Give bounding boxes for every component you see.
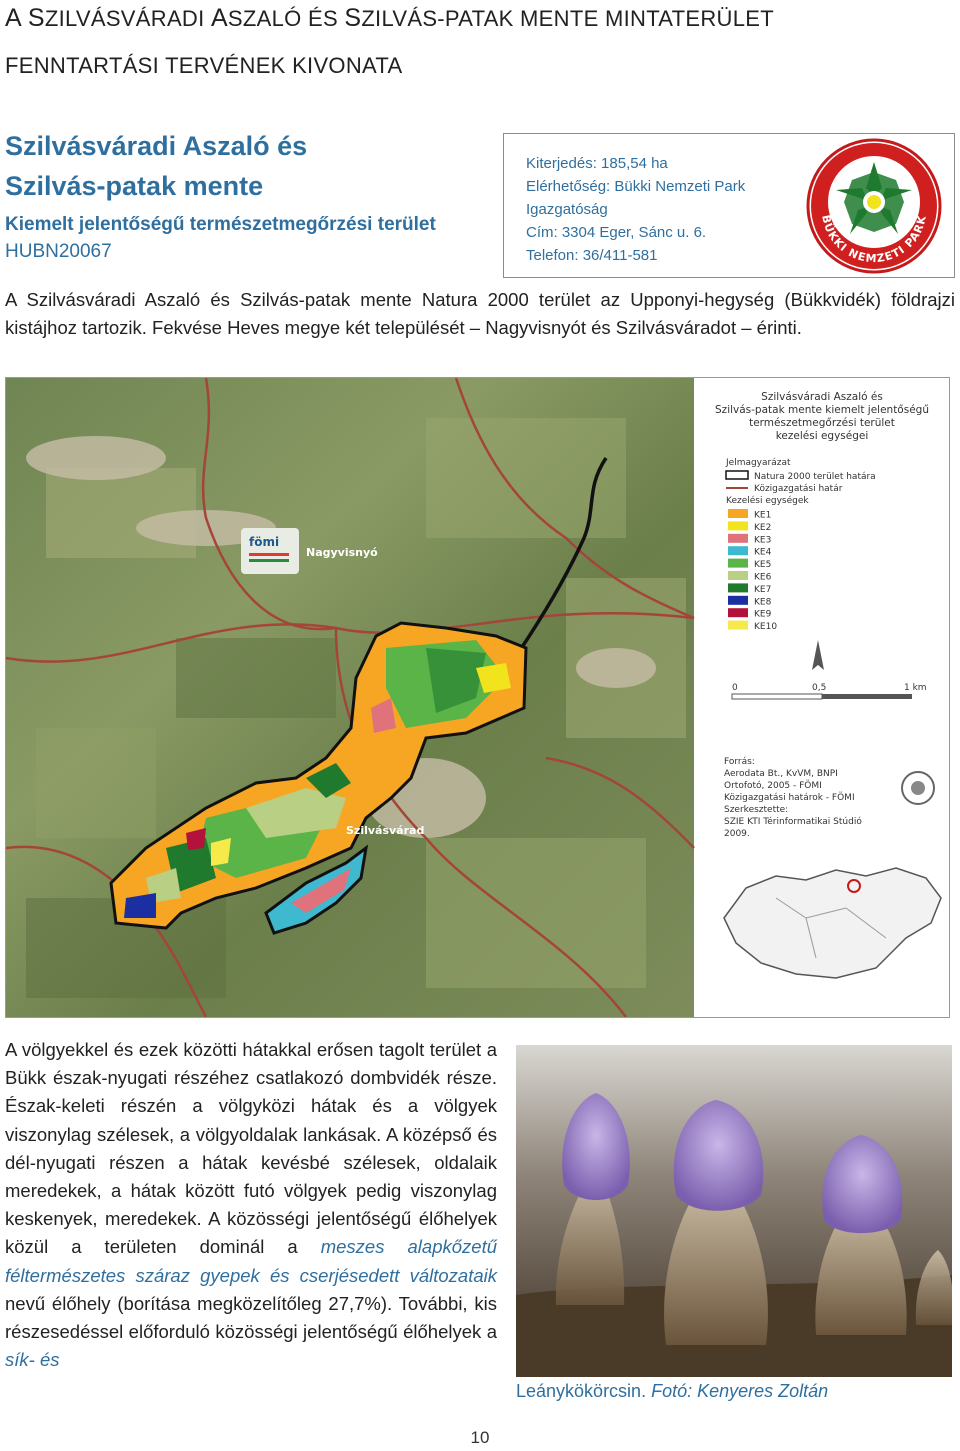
- svg-text:BÜKKI NEMZETI PARK: BÜKKI NEMZETI PARK: [819, 213, 929, 266]
- site-subtitle: Kiemelt jelentőségű természetmegőrzési terület: [5, 214, 436, 235]
- legend-swatch-ke8: [728, 596, 748, 605]
- label-nagyvisnyo: Nagyvisnyó: [306, 546, 378, 559]
- legend-label-ke7: KE7: [754, 584, 772, 595]
- site-name-line1: Szilvásváradi Aszaló és: [5, 131, 308, 161]
- habitat-link-lowland[interactable]: sík- és: [5, 1349, 60, 1371]
- document-title-line2: FENNTARTÁSI TERVÉNEK KIVONATA: [5, 53, 403, 78]
- legend-swatch-ke5: [728, 559, 748, 568]
- info-contact-line2: Igazgatóság: [526, 201, 608, 218]
- fomi-logo: [241, 528, 299, 574]
- legend-label-ke3: KE3: [754, 535, 772, 546]
- legend-label-ke2: KE2: [754, 522, 772, 533]
- source-line: SZIE KTI Térinformatikai Stúdió: [724, 817, 862, 827]
- source-line: Aerodata Bt., KvVM, BNPI: [724, 769, 838, 779]
- page-number: 10: [470, 1428, 490, 1447]
- legend-label-ke8: KE8: [754, 597, 772, 608]
- svg-text:természetmegőrzési terület: természetmegőrzési terület: [749, 417, 895, 429]
- legend-swatch-ke6: [728, 571, 748, 580]
- body-paragraph: A völgyekkel és ezek közötti hátakkal erősen tagolt terület a Bükk észak-nyugati részéhez csatlakozó dombvidék része. Észak-keleti részén a völgyközi hátak és a völgyek viszonylag szélesek, a völgyoldalak lankásak. A középső és dél-nyugati részen a hátak kevésbé szélesek, oldalaik meredekek, a hátak között futó völgyek pedig viszonylag keskenyek, meredekek. A közösségi jelentőségű élőhelyek közül a területen dominál a meszes alapkőzetű féltermészetes száraz gyepek és cserjésedett változataik nevű élőhely (borítása megközelítőleg 27,7%). További, kis részesedéssel előforduló közösségi jelentőségű élőhelyek a sík- és: [5, 1039, 497, 1371]
- document-title-line1: A SZILVÁSVÁRADI ASZALÓ ÉS SZILVÁS-PATAK MENTE MINTATERÜLET: [5, 4, 774, 32]
- document-title: [5, 2, 955, 82]
- svg-text:Jelmagyarázat: Jelmagyarázat: [726, 458, 791, 468]
- legend-swatch-ke1: [728, 509, 748, 518]
- info-lines: [526, 152, 796, 267]
- site-name-line2: Szilvás-patak mente: [5, 171, 264, 201]
- svg-text:Közigazgatási határ: Közigazgatási határ: [754, 484, 843, 494]
- legend-swatch-ke7: [728, 583, 748, 592]
- label-szilvasvarad: Szilvásvárad: [346, 824, 425, 837]
- site-map-svg: [6, 378, 949, 1017]
- legend-label-ke1: KE1: [754, 510, 772, 521]
- legend-label-ke6: KE6: [754, 572, 772, 583]
- legend-label-ke9: KE9: [754, 609, 772, 620]
- source-line: Ortofotó, 2005 - FÖMI: [724, 781, 822, 791]
- legend-swatch-ke4: [728, 546, 748, 555]
- info-address: Cím: 3304 Eger, Sánc u. 6.: [526, 224, 707, 241]
- svg-text:Kezelési egységek: Kezelési egységek: [726, 496, 809, 506]
- photo-caption: Leánykökörcsin. Fotó: Kenyeres Zoltán: [516, 1381, 829, 1401]
- svg-text:0,5: 0,5: [812, 683, 827, 693]
- legend-swatch-ke10: [728, 621, 748, 630]
- source-line: 2009.: [724, 829, 750, 839]
- pasque-flower-photo: [516, 1045, 952, 1377]
- bukki-nemzeti-park-logo: [804, 136, 944, 274]
- svg-text:0: 0: [732, 683, 738, 693]
- source-line: Szerkesztette:: [724, 805, 789, 815]
- info-box: [503, 133, 955, 278]
- legend-label-ke10: KE10: [754, 622, 778, 633]
- legend-label-ke5: KE5: [754, 560, 772, 571]
- svg-text:Natura 2000 terület határa: Natura 2000 terület határa: [754, 472, 876, 482]
- intro-paragraph: A Szilvásváradi Aszaló és Szilvás-patak mente Natura 2000 terület az Upponyi-hegység (Bükkvidék) földrajzi kistájhoz tartozik. Fekvése Heves megye két települését – Nagyvisnyót és Szilvásváradot – érinti.: [5, 289, 955, 338]
- site-map: [5, 377, 950, 1018]
- site-name: [5, 126, 495, 206]
- legend-label-ke4: KE4: [754, 547, 772, 558]
- source-line: Közigazgatási határok - FÖMI: [724, 793, 855, 803]
- legend-swatch-ke2: [728, 521, 748, 530]
- svg-text:Szilvás-patak mente kiemelt je: Szilvás-patak mente kiemelt jelentőségű: [715, 404, 929, 416]
- info-phone: Telefon: 36/411-581: [526, 247, 658, 264]
- legend-swatch-ke9: [728, 608, 748, 617]
- svg-text:kezelési egységei: kezelési egységei: [775, 430, 869, 442]
- svg-text:Szilvásváradi Aszaló és: Szilvásváradi Aszaló és: [761, 391, 883, 403]
- legend-swatch-ke3: [728, 534, 748, 543]
- svg-text:fömi: fömi: [249, 535, 280, 549]
- source-heading: Forrás:: [724, 757, 755, 767]
- habitat-link-calcareous-grassland[interactable]: meszes alapkőzetű féltermészetes száraz gyepek és cserjésedett változataik: [5, 1236, 497, 1286]
- info-extent: Kiterjedés: 185,54 ha: [526, 155, 668, 172]
- site-code: HUBN20067: [5, 241, 112, 262]
- info-contact-line1: Elérhetőség: Bükki Nemzeti Park: [526, 178, 746, 195]
- svg-text:1 km: 1 km: [904, 683, 927, 693]
